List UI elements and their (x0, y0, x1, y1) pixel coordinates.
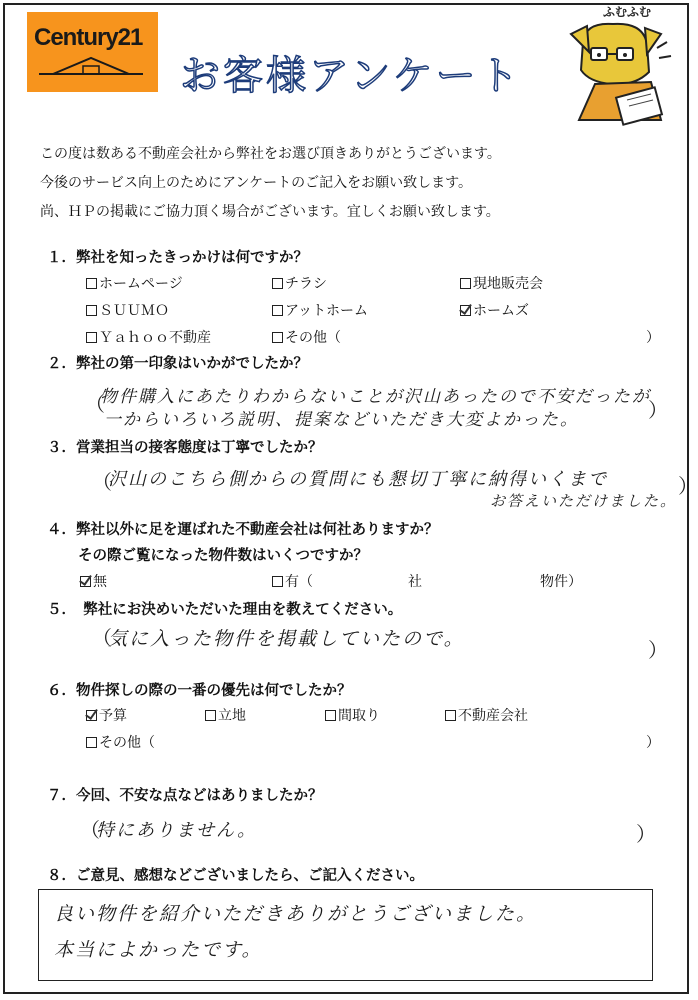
q2-answer-line1: 物件購入にあたりわからないことが沢山あったので不安だったが (100, 387, 651, 407)
question-2: ２．弊社の第一印象はいかがでしたか？ (47, 356, 308, 372)
checkbox[interactable] (86, 278, 97, 289)
question-3: ３．営業担当の接客態度は丁寧でしたか？ (47, 440, 323, 456)
checkbox[interactable] (272, 305, 283, 316)
logo-text: Century21 (34, 24, 143, 51)
q6-option-other[interactable]: その他（ (86, 732, 155, 752)
question-4: ４．弊社以外に足を運ばれた不動産会社は何社ありますか？ (47, 522, 439, 538)
intro-text (40, 140, 501, 227)
q8-answer-line1: 良い物件を紹介いただきありがとうございました。 (54, 903, 538, 925)
checkbox[interactable] (445, 710, 456, 721)
q1-other-close: ） (646, 330, 660, 346)
checkbox[interactable] (86, 305, 97, 316)
q2-open-paren: （ (85, 392, 105, 416)
q1-option-athome[interactable]: アットホーム (272, 300, 368, 320)
checkbox[interactable] (272, 332, 283, 343)
checkbox[interactable] (272, 278, 283, 289)
checkbox[interactable] (325, 710, 336, 721)
intro-line: 今後のサービス向上のためにアンケートのご記入をお願い致します。 (40, 175, 473, 191)
q6-other-close: ） (646, 735, 660, 751)
q4-unit-properties: 物件） (540, 574, 582, 590)
question-6: ６．物件探しの際の一番の優先は何でしたか？ (47, 683, 352, 699)
question-1: １．弊社を知ったきっかけは何ですか？ (47, 250, 308, 266)
q7-close-paren: ） (636, 822, 656, 846)
q3-answer-line2: お答えいただけました。 (490, 492, 678, 510)
intro-line: この度は数ある不動産会社から弊社をお選び頂きありがとうございます。 (40, 146, 501, 162)
checkbox[interactable] (86, 737, 97, 748)
q3-close-paren: ） (678, 474, 698, 498)
checkbox-checked[interactable] (460, 305, 471, 316)
question-7: ７．今回、不安な点などはありましたか？ (47, 788, 323, 804)
q6-option-location[interactable]: 立地 (205, 705, 246, 725)
q5-answer: 気に入った物件を掲載していたので。 (108, 628, 465, 650)
mascot-caption: ふむふむ (603, 5, 652, 19)
question-4-sub: その際ご覧になった物件数はいくつですか？ (78, 548, 368, 564)
checkbox[interactable] (460, 278, 471, 289)
q1-option-flyer[interactable]: チラシ (272, 273, 327, 293)
question-5: ５． 弊社にお決めいただいた理由を教えてください。 (47, 602, 403, 618)
page-title: お客様アンケート (180, 53, 522, 99)
mascot-icon (565, 12, 677, 130)
q1-option-onsite-sale[interactable]: 現地販売会 (460, 273, 543, 293)
checkbox[interactable] (272, 576, 283, 587)
q1-option-yahoo[interactable]: Ｙａｈｏｏ不動産 (86, 327, 211, 347)
century21-logo (27, 12, 158, 92)
q5-close-paren: ） (648, 638, 668, 662)
q5-open-paren: （ (92, 626, 112, 650)
q3-answer-line1: 沢山のこちら側からの質問にも懇切丁寧に納得いくまで (108, 469, 608, 490)
checkbox-checked[interactable] (86, 710, 97, 721)
q8-answer-line2: 本当によかったです。 (54, 939, 263, 961)
intro-line: 尚、ＨＰの掲載にご協力頂く場合がございます。宜しくお願い致します。 (40, 204, 500, 220)
q4-unit-companies: 社 (408, 574, 422, 590)
house-icon (39, 54, 143, 80)
q4-option-yes[interactable]: 有（ (272, 571, 313, 591)
q6-option-budget[interactable]: 予算 (86, 705, 127, 725)
checkbox-checked[interactable] (80, 576, 91, 587)
q1-option-suumo[interactable]: ＳＵＵＭＯ (86, 300, 169, 320)
checkbox[interactable] (86, 332, 97, 343)
question-8: ８．ご意見、感想などございましたら、ご記入ください。 (47, 868, 424, 884)
q1-option-other[interactable]: その他（ (272, 327, 341, 347)
q2-answer-line2: 一からいろいろ説明、提案などいただき大変よかった。 (104, 410, 579, 430)
q7-answer: 特にありません。 (96, 820, 258, 841)
q2-close-paren: ） (648, 398, 668, 422)
q6-option-agency[interactable]: 不動産会社 (445, 705, 528, 725)
q1-option-homes[interactable]: ホームズ (460, 300, 529, 320)
checkbox[interactable] (205, 710, 216, 721)
q3-open-paren: （ (92, 470, 112, 494)
q1-option-homepage[interactable]: ホームページ (86, 273, 183, 293)
q6-option-layout[interactable]: 間取り (325, 705, 380, 725)
q4-option-none[interactable]: 無 (80, 571, 107, 591)
q7-open-paren: （ (80, 818, 100, 842)
